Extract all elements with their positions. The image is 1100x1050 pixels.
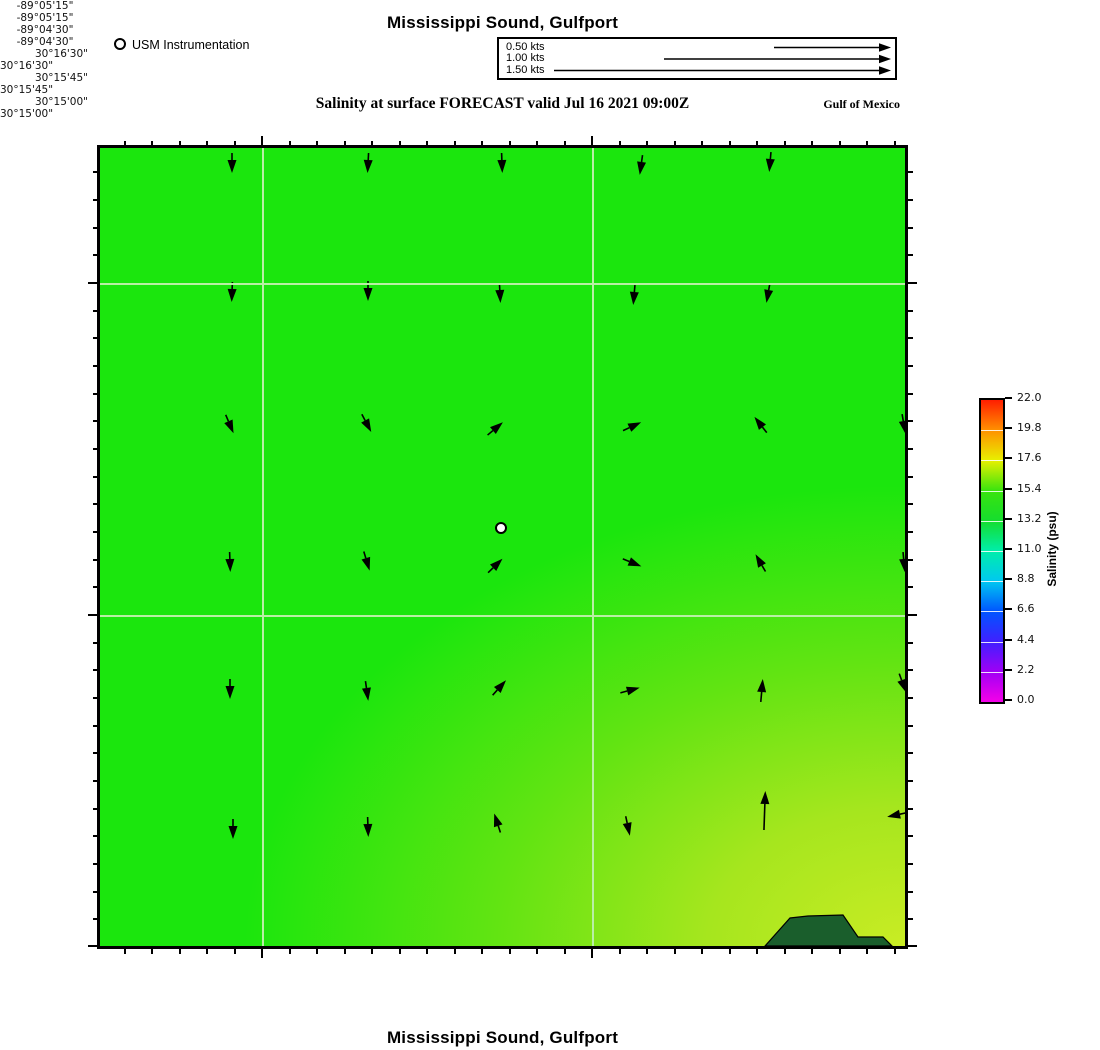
y-axis-tick [908, 835, 913, 837]
y-axis-tick [908, 559, 913, 561]
velocity-scale-arrowhead [879, 66, 891, 74]
current-arrow-head [765, 159, 775, 173]
current-arrow-head [897, 679, 905, 694]
current-arrow-tail [762, 427, 766, 433]
current-arrow-head [752, 552, 766, 568]
colorbar-tick-label: 6.6 [1017, 602, 1035, 616]
land-polygon [765, 915, 892, 946]
current-arrow [229, 819, 238, 839]
colorbar-tick [1005, 457, 1012, 459]
x-axis-tick [179, 949, 181, 954]
y-axis-tick [908, 586, 913, 588]
current-arrow [227, 282, 237, 302]
station-legend-label: USM Instrumentation [132, 38, 250, 52]
colorbar-tick-label: 0.0 [1017, 693, 1035, 706]
current-arrow-head [628, 557, 643, 570]
current-arrow-head [497, 160, 506, 173]
x-axis-tick [839, 949, 841, 954]
current-arrow-head [635, 161, 646, 175]
y-axis-tick [908, 227, 913, 229]
current-arrow [495, 283, 505, 303]
current-arrow-tail [626, 816, 627, 823]
current-arrow [485, 556, 506, 576]
colorbar-tick [1005, 699, 1012, 701]
current-arrow-head [363, 824, 372, 837]
current-arrow [359, 550, 373, 572]
colorbar-tick-label: 19.8 [1017, 421, 1042, 435]
gridline-vertical [262, 148, 264, 946]
current-arrow-tail [761, 692, 762, 702]
x-axis-tick [811, 949, 813, 954]
current-arrow-head [627, 418, 643, 432]
current-arrow [363, 817, 373, 837]
x-axis-tick [316, 949, 318, 954]
y-axis-label-left: 30°16'30" [34, 48, 88, 60]
colorbar-separator [981, 460, 1003, 461]
colorbar-tick-label: 15.4 [1017, 481, 1042, 495]
y-axis-tick [908, 642, 913, 644]
current-arrow-head [361, 418, 375, 434]
velocity-legend-label: 1.50 kts [506, 63, 545, 76]
current-arrow-tail [493, 690, 498, 695]
x-axis-tick [344, 949, 346, 954]
x-axis-tick [509, 949, 511, 954]
colorbar-tick [1005, 639, 1012, 641]
colorbar-tick [1005, 578, 1012, 580]
current-arrow-head [886, 810, 901, 822]
current-arrow [898, 413, 905, 434]
current-arrow-tail [362, 414, 365, 420]
current-arrow-tail [620, 691, 627, 693]
colorbar-separator [981, 551, 1003, 552]
current-arrow [361, 680, 373, 701]
x-axis-tick [454, 949, 456, 954]
x-axis-tick [261, 949, 263, 958]
y-axis-tick [908, 476, 913, 478]
x-axis-label-bottom: -89°05'15" [16, 12, 74, 24]
x-axis-tick [729, 949, 731, 954]
colorbar-tick-label: 4.4 [1017, 632, 1035, 646]
current-arrow-head [757, 679, 767, 693]
current-arrow-tail [365, 681, 366, 688]
plot-subtitle: Salinity at surface FORECAST valid Jul 16 2021 09:00Z [315, 95, 690, 112]
y-axis-tick [908, 669, 913, 671]
x-axis-label-top: -89°05'15" [16, 0, 74, 12]
current-arrow-head [227, 289, 236, 302]
page-title-bottom: Mississippi Sound, Gulfport [386, 1028, 619, 1047]
y-axis-tick [908, 337, 913, 339]
current-arrow-head [495, 290, 505, 303]
y-axis-label-right: 30°15'00" [0, 108, 54, 120]
current-arrow-head [226, 686, 235, 699]
current-arrow [485, 419, 506, 439]
current-arrow [886, 808, 905, 821]
colorbar-tick [1005, 608, 1012, 610]
gridline-horizontal [100, 615, 905, 617]
current-arrow [490, 812, 505, 834]
y-axis-tick [908, 697, 913, 699]
y-axis-tick [908, 780, 913, 782]
colorbar-title: Salinity (psu) [1045, 511, 1059, 587]
current-arrow [226, 679, 235, 699]
current-arrow [756, 679, 767, 703]
current-arrow-tail [623, 559, 629, 562]
y-axis-tick [908, 420, 913, 422]
region-label: Gulf of Mexico [823, 97, 900, 111]
current-arrow-head [626, 683, 641, 695]
velocity-scale-legend [497, 37, 897, 80]
current-arrow [621, 418, 643, 435]
colorbar-tick [1005, 427, 1012, 429]
velocity-arrows-icon [499, 39, 895, 78]
y-axis-tick [908, 282, 917, 284]
current-arrow-head [760, 791, 769, 804]
x-axis-tick [591, 949, 593, 958]
y-axis-tick [908, 891, 913, 893]
colorbar-separator [981, 672, 1003, 673]
current-arrow-head [629, 292, 639, 306]
y-axis-tick [908, 808, 913, 810]
x-axis-tick [206, 949, 208, 954]
y-axis-tick [908, 752, 913, 754]
x-axis-tick [894, 949, 896, 954]
x-axis-tick [564, 949, 566, 954]
x-axis-tick [591, 136, 593, 145]
y-axis-tick [908, 614, 917, 616]
current-arrow-tail [899, 674, 901, 681]
x-axis-tick [646, 949, 648, 954]
y-axis-label-left: 30°15'45" [34, 72, 88, 84]
station-marker-icon [114, 38, 126, 50]
current-arrow [225, 552, 235, 572]
current-arrow [752, 552, 770, 574]
y-axis-tick [908, 863, 913, 865]
velocity-scale-arrowhead [879, 43, 891, 51]
x-axis-tick [481, 949, 483, 954]
y-axis-label-right: 30°15'45" [0, 84, 54, 96]
current-arrow [619, 683, 641, 697]
y-axis-tick [908, 918, 913, 920]
current-arrow [629, 285, 640, 306]
x-axis-label-top: -89°04'30" [16, 24, 74, 36]
x-axis-tick [426, 949, 428, 954]
current-arrow-tail [770, 152, 771, 159]
colorbar-separator [981, 581, 1003, 582]
x-axis-tick [289, 949, 291, 954]
y-axis-tick [908, 945, 917, 947]
velocity-legend-label: 0.50 kts [506, 40, 545, 53]
y-axis-tick [908, 199, 913, 201]
current-arrow-tail [634, 285, 635, 292]
current-arrow-tail [903, 552, 904, 559]
current-arrow [765, 152, 776, 173]
colorbar-tick-label: 13.2 [1017, 511, 1042, 525]
current-arrow-tail [902, 414, 903, 421]
x-axis-tick [756, 949, 758, 954]
x-axis-tick [151, 949, 153, 954]
y-axis-tick [88, 945, 97, 947]
x-axis-tick [234, 949, 236, 954]
current-arrow-head [899, 420, 905, 434]
x-axis-tick [674, 949, 676, 954]
colorbar-tick-label: 22.0 [1017, 391, 1042, 404]
colorbar-tick-label: 11.0 [1017, 542, 1042, 555]
y-axis-tick [908, 448, 913, 450]
x-axis-tick [866, 949, 868, 954]
current-arrow [228, 153, 237, 173]
x-axis-tick [124, 949, 126, 954]
current-arrow-tail [488, 568, 493, 573]
current-arrow-head [362, 557, 374, 572]
y-axis-tick [908, 393, 913, 395]
usm-station-marker [495, 522, 507, 534]
y-axis-tick [88, 282, 97, 284]
colorbar-separator [981, 491, 1003, 492]
x-axis-tick [784, 949, 786, 954]
current-arrow-tail [364, 551, 366, 558]
current-arrow [751, 414, 770, 435]
current-arrow-head [762, 289, 773, 303]
current-arrow [621, 555, 643, 571]
current-arrow [759, 791, 769, 830]
current-arrow-head [490, 812, 503, 827]
current-arrow [358, 412, 375, 434]
current-arrow-head [623, 822, 635, 837]
y-axis-tick [88, 614, 97, 616]
page-title: Mississippi Sound, Gulfport [386, 13, 619, 32]
colorbar-tick [1005, 488, 1012, 490]
colorbar-tick-label: 8.8 [1017, 572, 1035, 586]
salinity-colorbar [979, 398, 1005, 704]
colorbar-tick [1005, 669, 1012, 671]
current-arrow [489, 677, 509, 698]
x-axis-tick [701, 949, 703, 954]
current-arrow-head [899, 559, 905, 573]
current-arrow [762, 282, 774, 303]
x-axis-tick [536, 949, 538, 954]
x-axis-tick [619, 949, 621, 954]
x-axis-tick [261, 136, 263, 145]
current-arrow-head [362, 687, 373, 701]
colorbar-tick-label: 2.2 [1017, 662, 1035, 676]
y-axis-label-left: 30°15'00" [34, 96, 88, 108]
current-arrow-tail [764, 804, 765, 830]
current-arrow [635, 154, 647, 175]
current-arrow-tail [642, 155, 643, 162]
salinity-field-and-vectors [100, 148, 905, 946]
current-arrow-tail [226, 415, 229, 421]
y-axis-tick [908, 725, 913, 727]
x-axis-tick [371, 949, 373, 954]
velocity-scale-arrowhead [879, 55, 891, 63]
current-arrow [899, 552, 905, 573]
current-arrow-tail [623, 428, 629, 431]
y-axis-tick [908, 503, 913, 505]
map-panel [97, 145, 908, 949]
current-arrow-head [228, 160, 237, 173]
current-arrow [895, 672, 905, 694]
y-axis-tick [908, 171, 913, 173]
current-arrow-tail [900, 813, 905, 814]
colorbar-separator [981, 521, 1003, 522]
current-arrow-tail [488, 431, 493, 435]
current-arrow-tail [498, 826, 500, 833]
y-axis-tick [908, 310, 913, 312]
current-arrow-tail [762, 565, 766, 571]
current-arrow [497, 153, 507, 173]
x-axis-label-bottom: -89°04'30" [16, 36, 74, 48]
current-arrow-head [363, 160, 373, 173]
y-axis-label-right: 30°16'30" [0, 60, 54, 72]
colorbar-tick [1005, 548, 1012, 550]
current-arrow-head [225, 559, 234, 572]
colorbar-separator [981, 642, 1003, 643]
colorbar-tick [1005, 518, 1012, 520]
colorbar-tick [1005, 397, 1012, 399]
current-arrow-head [224, 420, 237, 435]
velocity-legend-label: 1.00 kts [506, 52, 545, 64]
x-axis-tick [399, 949, 401, 954]
y-axis-tick [908, 531, 913, 533]
y-axis-tick [908, 365, 913, 367]
current-arrow [222, 413, 238, 435]
current-arrow [621, 815, 634, 836]
current-arrow-head [364, 288, 373, 301]
colorbar-separator [981, 611, 1003, 612]
y-axis-tick [908, 254, 913, 256]
gridline-horizontal [100, 283, 905, 285]
current-arrow-head [229, 826, 238, 839]
colorbar-separator [981, 430, 1003, 431]
gridline-vertical [592, 148, 594, 946]
current-arrow [363, 153, 373, 173]
colorbar-tick-label: 17.6 [1017, 451, 1042, 465]
